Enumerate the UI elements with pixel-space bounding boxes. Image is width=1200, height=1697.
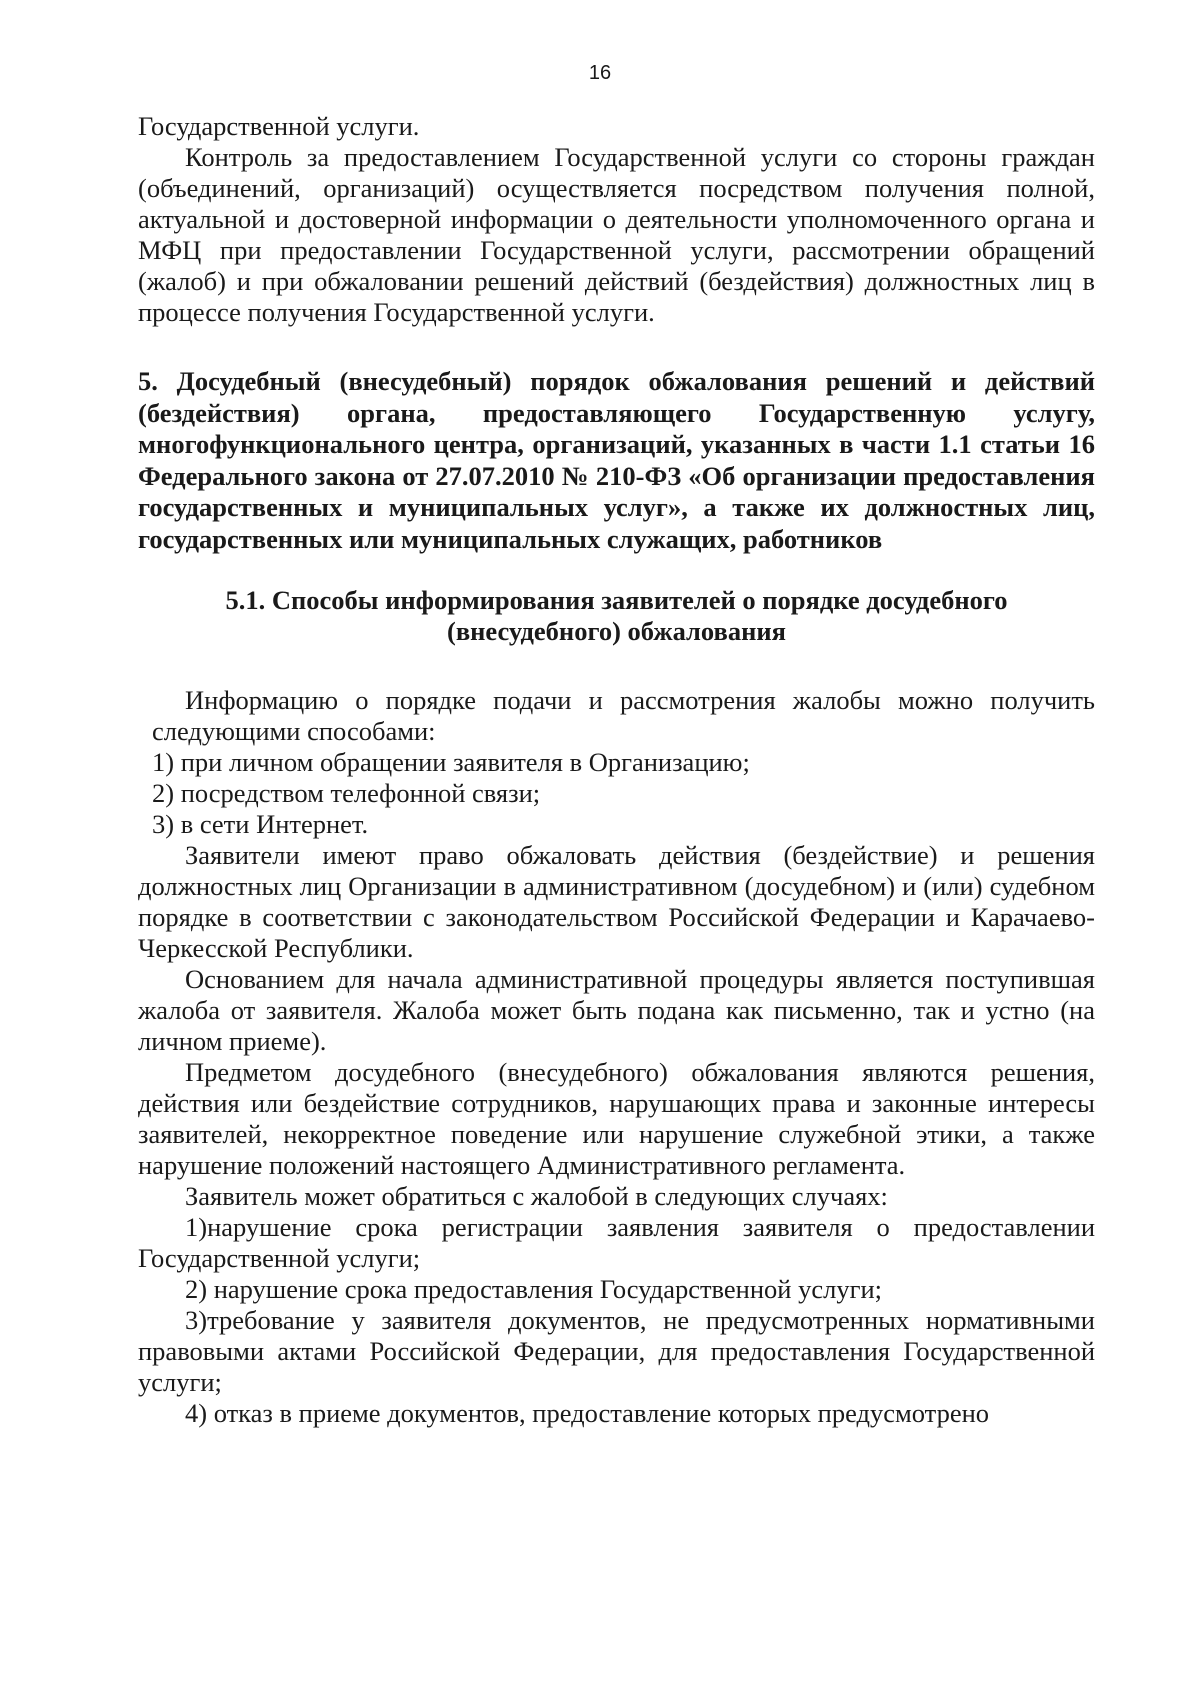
list-item: 4) отказ в приеме документов, предоставление которых предусмотрено [185,1398,990,1428]
paragraph: Контроль за предоставлением Государственной услуги со стороны граждан (объединений, организаций) осуществляется посредством получения полной, актуальной и достоверной информации о деятельности уполномоченного органа и МФЦ при предоставлении Государственной услуги, рассмотрении обращений (жалоб) и при обжаловании решений действий (бездействия) должностных лиц в процессе получения Государственной услуги. [138,142,1095,327]
paragraph: Основанием для начала административной процедуры является поступившая жалоба от заявителя. Жалоба может быть подана как письменно, так и устно (на личном приеме). [138,964,1095,1056]
page-number: 16 [588,62,612,84]
list-item: 2) нарушение срока предоставления Государственной услуги; [185,1274,882,1304]
paragraph: Государственной услуги. [138,111,420,141]
section-heading: 5. Досудебный (внесудебный) порядок обжалования решений и действий (бездействия) органа, предоставляющего Государственную услугу, многофункционального центра, организаций, указанных в части 1.1 статьи 16 Федерального закона от 27.07.2010 № 210-ФЗ «Об организации предоставления государственных и муниципальных услуг», а также их должностных лиц, государственных или муниципальных служащих, работников [138,366,1095,554]
paragraph: Информацию о порядке подачи и рассмотрения жалобы можно получить следующими способами: [152,685,1095,746]
list-item: 3)требование у заявителя документов, не предусмотренных нормативными правовыми актами Российской Федерации, для предоставления Государственной услуги; [138,1305,1095,1397]
paragraph: Предметом досудебного (внесудебного) обжалования являются решения, действия или бездействие сотрудников, нарушающих права и законные интересы заявителей, некорректное поведение или нарушение служебной этики, а также нарушение положений настоящего Административного регламента. [138,1057,1095,1180]
paragraph: Заявитель может обратиться с жалобой в следующих случаях: [185,1181,888,1211]
list-item: 1)нарушение срока регистрации заявления заявителя о предоставлении Государственной услуги; [138,1212,1095,1273]
subsection-heading: 5.1. Способы информирования заявителей о порядке досудебного (внесудебного) обжалования [225,585,1008,646]
document-body [138,111,1095,1429]
list-item: 2) посредством телефонной связи; [152,778,541,808]
paragraph: Заявители имеют право обжаловать действия (бездействие) и решения должностных лиц Организации в административном (досудебном) и (или) судебном порядке в соответствии с законодательством Российской Федерации и Карачаево-Черкесской Республики. [138,840,1095,963]
list-item: 3) в сети Интернет. [152,809,369,839]
list-item: 1) при личном обращении заявителя в Организацию; [152,747,750,777]
